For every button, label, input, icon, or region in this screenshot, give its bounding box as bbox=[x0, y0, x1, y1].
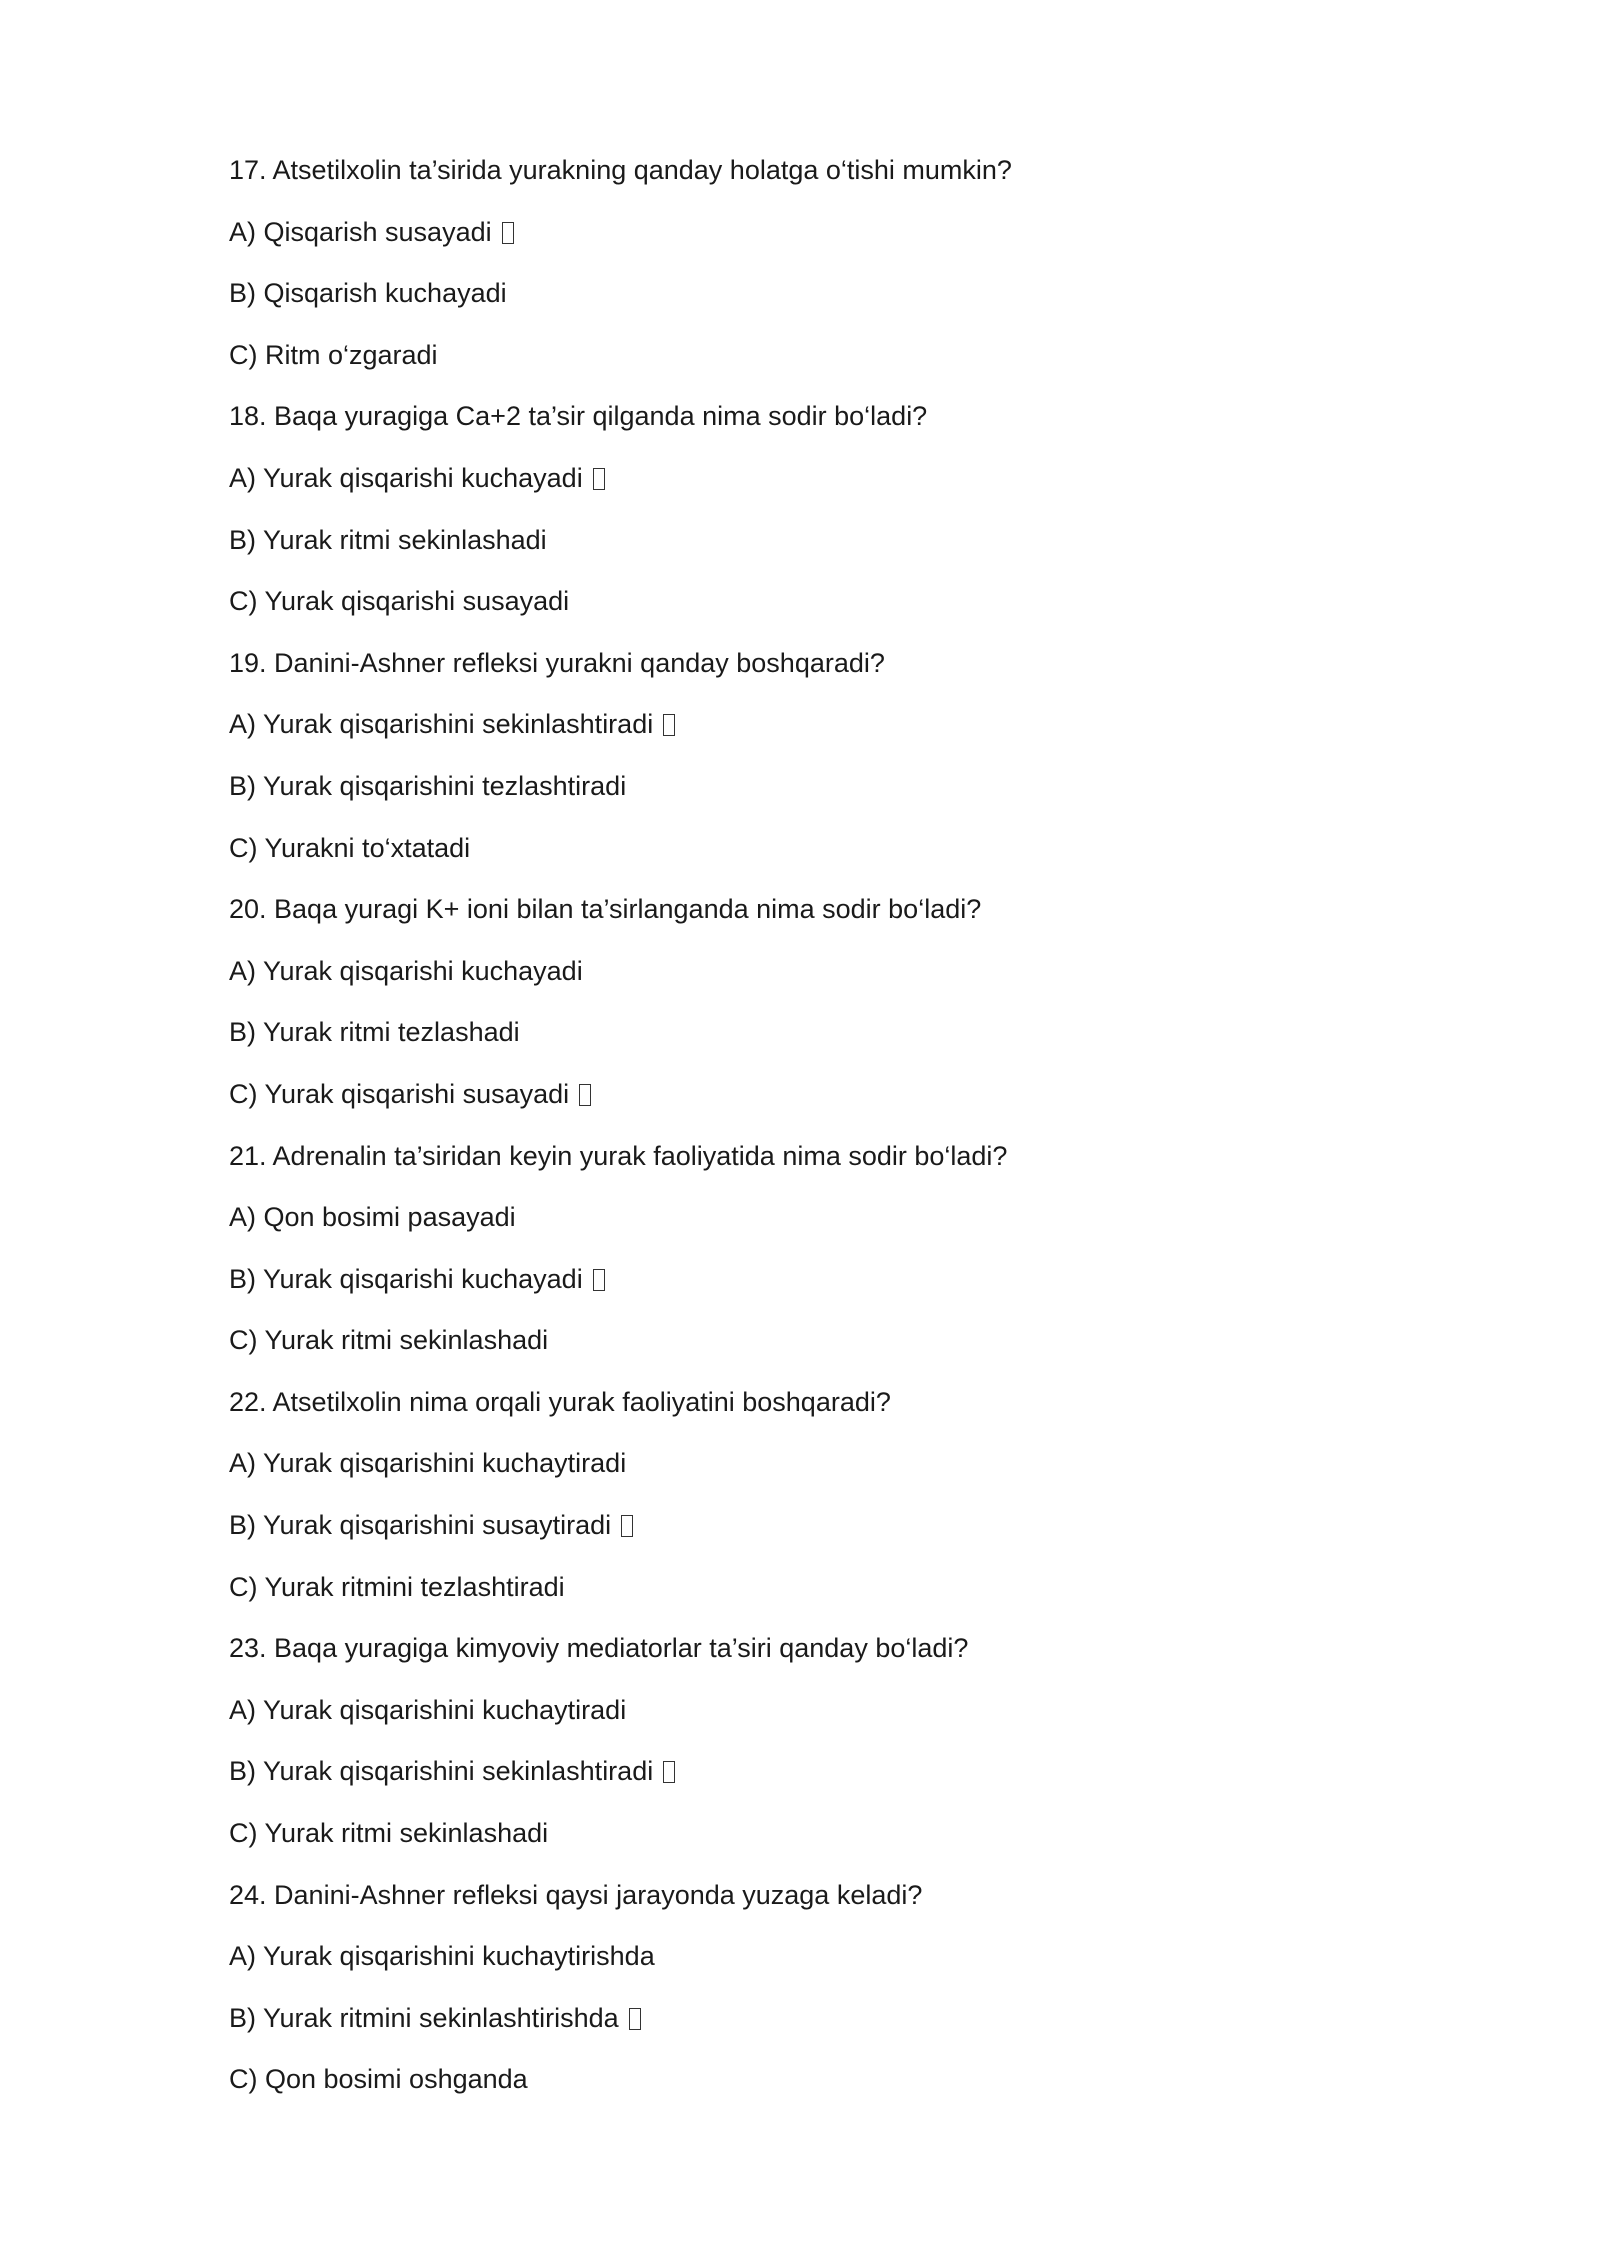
correct-answer-marker-icon bbox=[593, 468, 605, 490]
correct-answer-marker-icon bbox=[629, 2008, 641, 2030]
answer-option-text: A) Yurak qisqarishini kuchaytiradi bbox=[229, 1694, 627, 1725]
answer-option bbox=[229, 704, 1429, 744]
quiz-content bbox=[229, 150, 1429, 2121]
answer-option bbox=[229, 520, 1429, 560]
answer-option-text: B) Yurak ritmi tezlashadi bbox=[229, 1017, 520, 1048]
answer-option-text: C) Qon bosimi oshganda bbox=[229, 2064, 528, 2095]
correct-answer-marker-icon bbox=[663, 714, 675, 736]
answer-option-text: B) Yurak qisqarishini sekinlashtiradi bbox=[229, 1756, 654, 1787]
answer-option-text: C) Yurakni to‘xtatadi bbox=[229, 832, 471, 863]
question-text: 23. Baqa yuragiga kimyoviy mediatorlar ta’siri qanday bo‘ladi? bbox=[229, 1633, 969, 1664]
answer-option-text: C) Ritm o‘zgaradi bbox=[229, 339, 438, 370]
question-text: 18. Baqa yuragiga Ca+2 ta’sir qilganda nima sodir bo‘ladi? bbox=[229, 401, 928, 432]
question-text: 24. Danini-Ashner refleksi qaysi jarayonda yuzaga keladi? bbox=[229, 1879, 923, 1910]
answer-option bbox=[229, 1320, 1429, 1360]
answer-option bbox=[229, 458, 1429, 498]
answer-option bbox=[229, 1936, 1429, 1976]
answer-option-text: A) Yurak qisqarishini kuchaytiradi bbox=[229, 1448, 627, 1479]
correct-answer-marker-icon bbox=[663, 1761, 675, 1783]
answer-option bbox=[229, 951, 1429, 991]
answer-option-text: A) Yurak qisqarishi kuchayadi bbox=[229, 955, 583, 986]
answer-option-text: A) Qisqarish susayadi bbox=[229, 216, 492, 247]
answer-option-text: A) Yurak qisqarishini kuchaytirishda bbox=[229, 1941, 655, 1972]
answer-option bbox=[229, 828, 1429, 868]
answer-option-text: B) Yurak qisqarishi kuchayadi bbox=[229, 1263, 583, 1294]
answer-option bbox=[229, 1074, 1429, 1114]
answer-option-text: C) Yurak ritmi sekinlashadi bbox=[229, 1818, 549, 1849]
answer-option bbox=[229, 766, 1429, 806]
question-text: 19. Danini-Ashner refleksi yurakni qanday boshqaradi? bbox=[229, 647, 885, 678]
answer-option bbox=[229, 212, 1429, 252]
answer-option-text: A) Yurak qisqarishi kuchayadi bbox=[229, 462, 583, 493]
answer-option-text: C) Yurak qisqarishi susayadi bbox=[229, 1078, 570, 1109]
correct-answer-marker-icon bbox=[579, 1084, 591, 1106]
answer-option bbox=[229, 273, 1429, 313]
answer-option bbox=[229, 1259, 1429, 1299]
answer-option bbox=[229, 2059, 1429, 2099]
answer-option bbox=[229, 581, 1429, 621]
correct-answer-marker-icon bbox=[621, 1515, 633, 1537]
answer-option-text: A) Qon bosimi pasayadi bbox=[229, 1202, 516, 1233]
answer-option-text: C) Yurak qisqarishi susayadi bbox=[229, 586, 570, 617]
answer-option-text: B) Yurak qisqarishini susaytiradi bbox=[229, 1510, 612, 1541]
question-text: 21. Adrenalin ta’siridan keyin yurak faoliyatida nima sodir bo‘ladi? bbox=[229, 1140, 1008, 1171]
answer-option-text: B) Yurak qisqarishini tezlashtiradi bbox=[229, 770, 627, 801]
question-text: 17. Atsetilxolin ta’sirida yurakning qanday holatga o‘tishi mumkin? bbox=[229, 155, 1012, 185]
question-text: 20. Baqa yuragi K+ ioni bilan ta’sirlanganda nima sodir bo‘ladi? bbox=[229, 894, 982, 925]
answer-option bbox=[229, 1197, 1429, 1237]
correct-answer-marker-icon bbox=[593, 1269, 605, 1291]
answer-option bbox=[229, 335, 1429, 375]
answer-option-text: C) Yurak ritmini tezlashtiradi bbox=[229, 1571, 565, 1602]
answer-option-text: B) Qisqarish kuchayadi bbox=[229, 278, 507, 309]
answer-option-text: A) Yurak qisqarishini sekinlashtiradi bbox=[229, 709, 654, 740]
answer-option bbox=[229, 1443, 1429, 1483]
answer-option bbox=[229, 1751, 1429, 1791]
answer-option bbox=[229, 1998, 1429, 2038]
answer-option bbox=[229, 1690, 1429, 1730]
answer-option bbox=[229, 1012, 1429, 1052]
answer-option-text: B) Yurak ritmini sekinlashtirishda bbox=[229, 2002, 619, 2033]
answer-option-text: B) Yurak ritmi sekinlashadi bbox=[229, 524, 547, 555]
answer-option-text: C) Yurak ritmi sekinlashadi bbox=[229, 1325, 549, 1356]
answer-option bbox=[229, 1813, 1429, 1853]
answer-option bbox=[229, 1505, 1429, 1545]
answer-option bbox=[229, 1567, 1429, 1607]
correct-answer-marker-icon bbox=[502, 222, 514, 244]
question-text: 22. Atsetilxolin nima orqali yurak faoliyatini boshqaradi? bbox=[229, 1386, 891, 1417]
